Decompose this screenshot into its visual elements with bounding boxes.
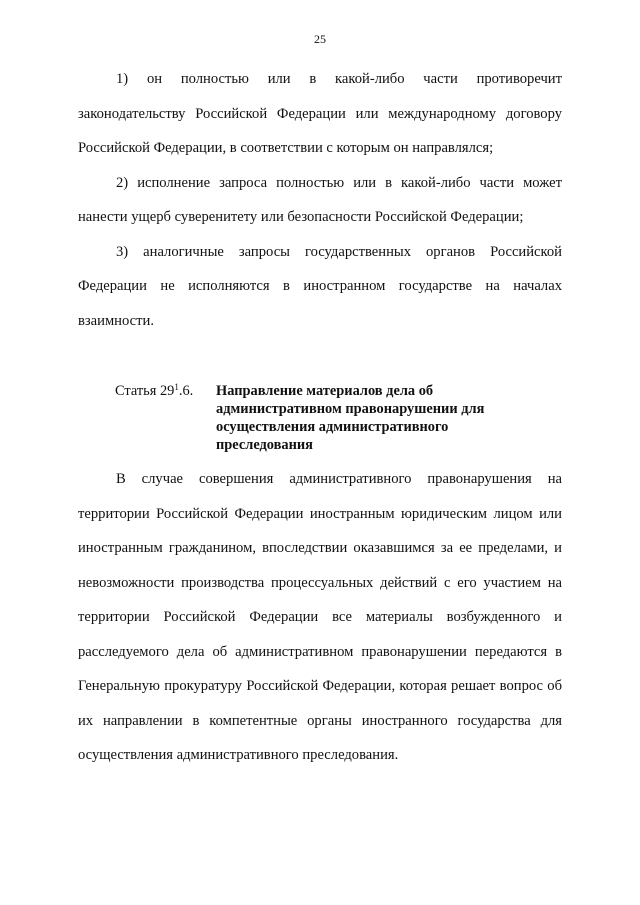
list-block [78, 62, 562, 338]
article-label-suffix: .6. [178, 383, 194, 399]
article-label-prefix: Статья 29 [115, 383, 175, 399]
list-item-3: 3) аналогичные запросы государственных органов Российской Федерации не исполняются в иностранном государстве на началах взаимности. [78, 243, 562, 329]
article-body: В случае совершения административного правонарушения на территории Российской Федерации иностранным юридическим лицом или иностранным гражданином, впоследствии оказавшимся за ее пределами, и невозможности производства процессуальных действий с его участием на территории Российской Федерации все материалы возбужденного и расследуемого дела об административном правонарушении передаются в Генеральную прокуратуру Российской Федерации, которая решает вопрос об их направлении в компетентные органы иностранного государства для осуществления административного преследования. [78, 471, 562, 763]
article-label-superscript: 1 [174, 382, 179, 392]
page-number: 25 [314, 32, 326, 46]
list-item-2: 2) исполнение запроса полностью или в какой-либо части может нанести ущерб суверенитету или безопасности Российской Федерации; [78, 174, 562, 225]
article-body-block [78, 462, 562, 773]
article-title: Направление материалов дела об административном правонарушении для осуществления административного преследования [216, 383, 485, 453]
list-item-1: 1) он полностью или в какой-либо части противоречит законодательству Российской Федерации или международному договору Российской Федерации, в соответствии с которым он направлялся; [78, 71, 562, 156]
article-label [115, 382, 193, 400]
